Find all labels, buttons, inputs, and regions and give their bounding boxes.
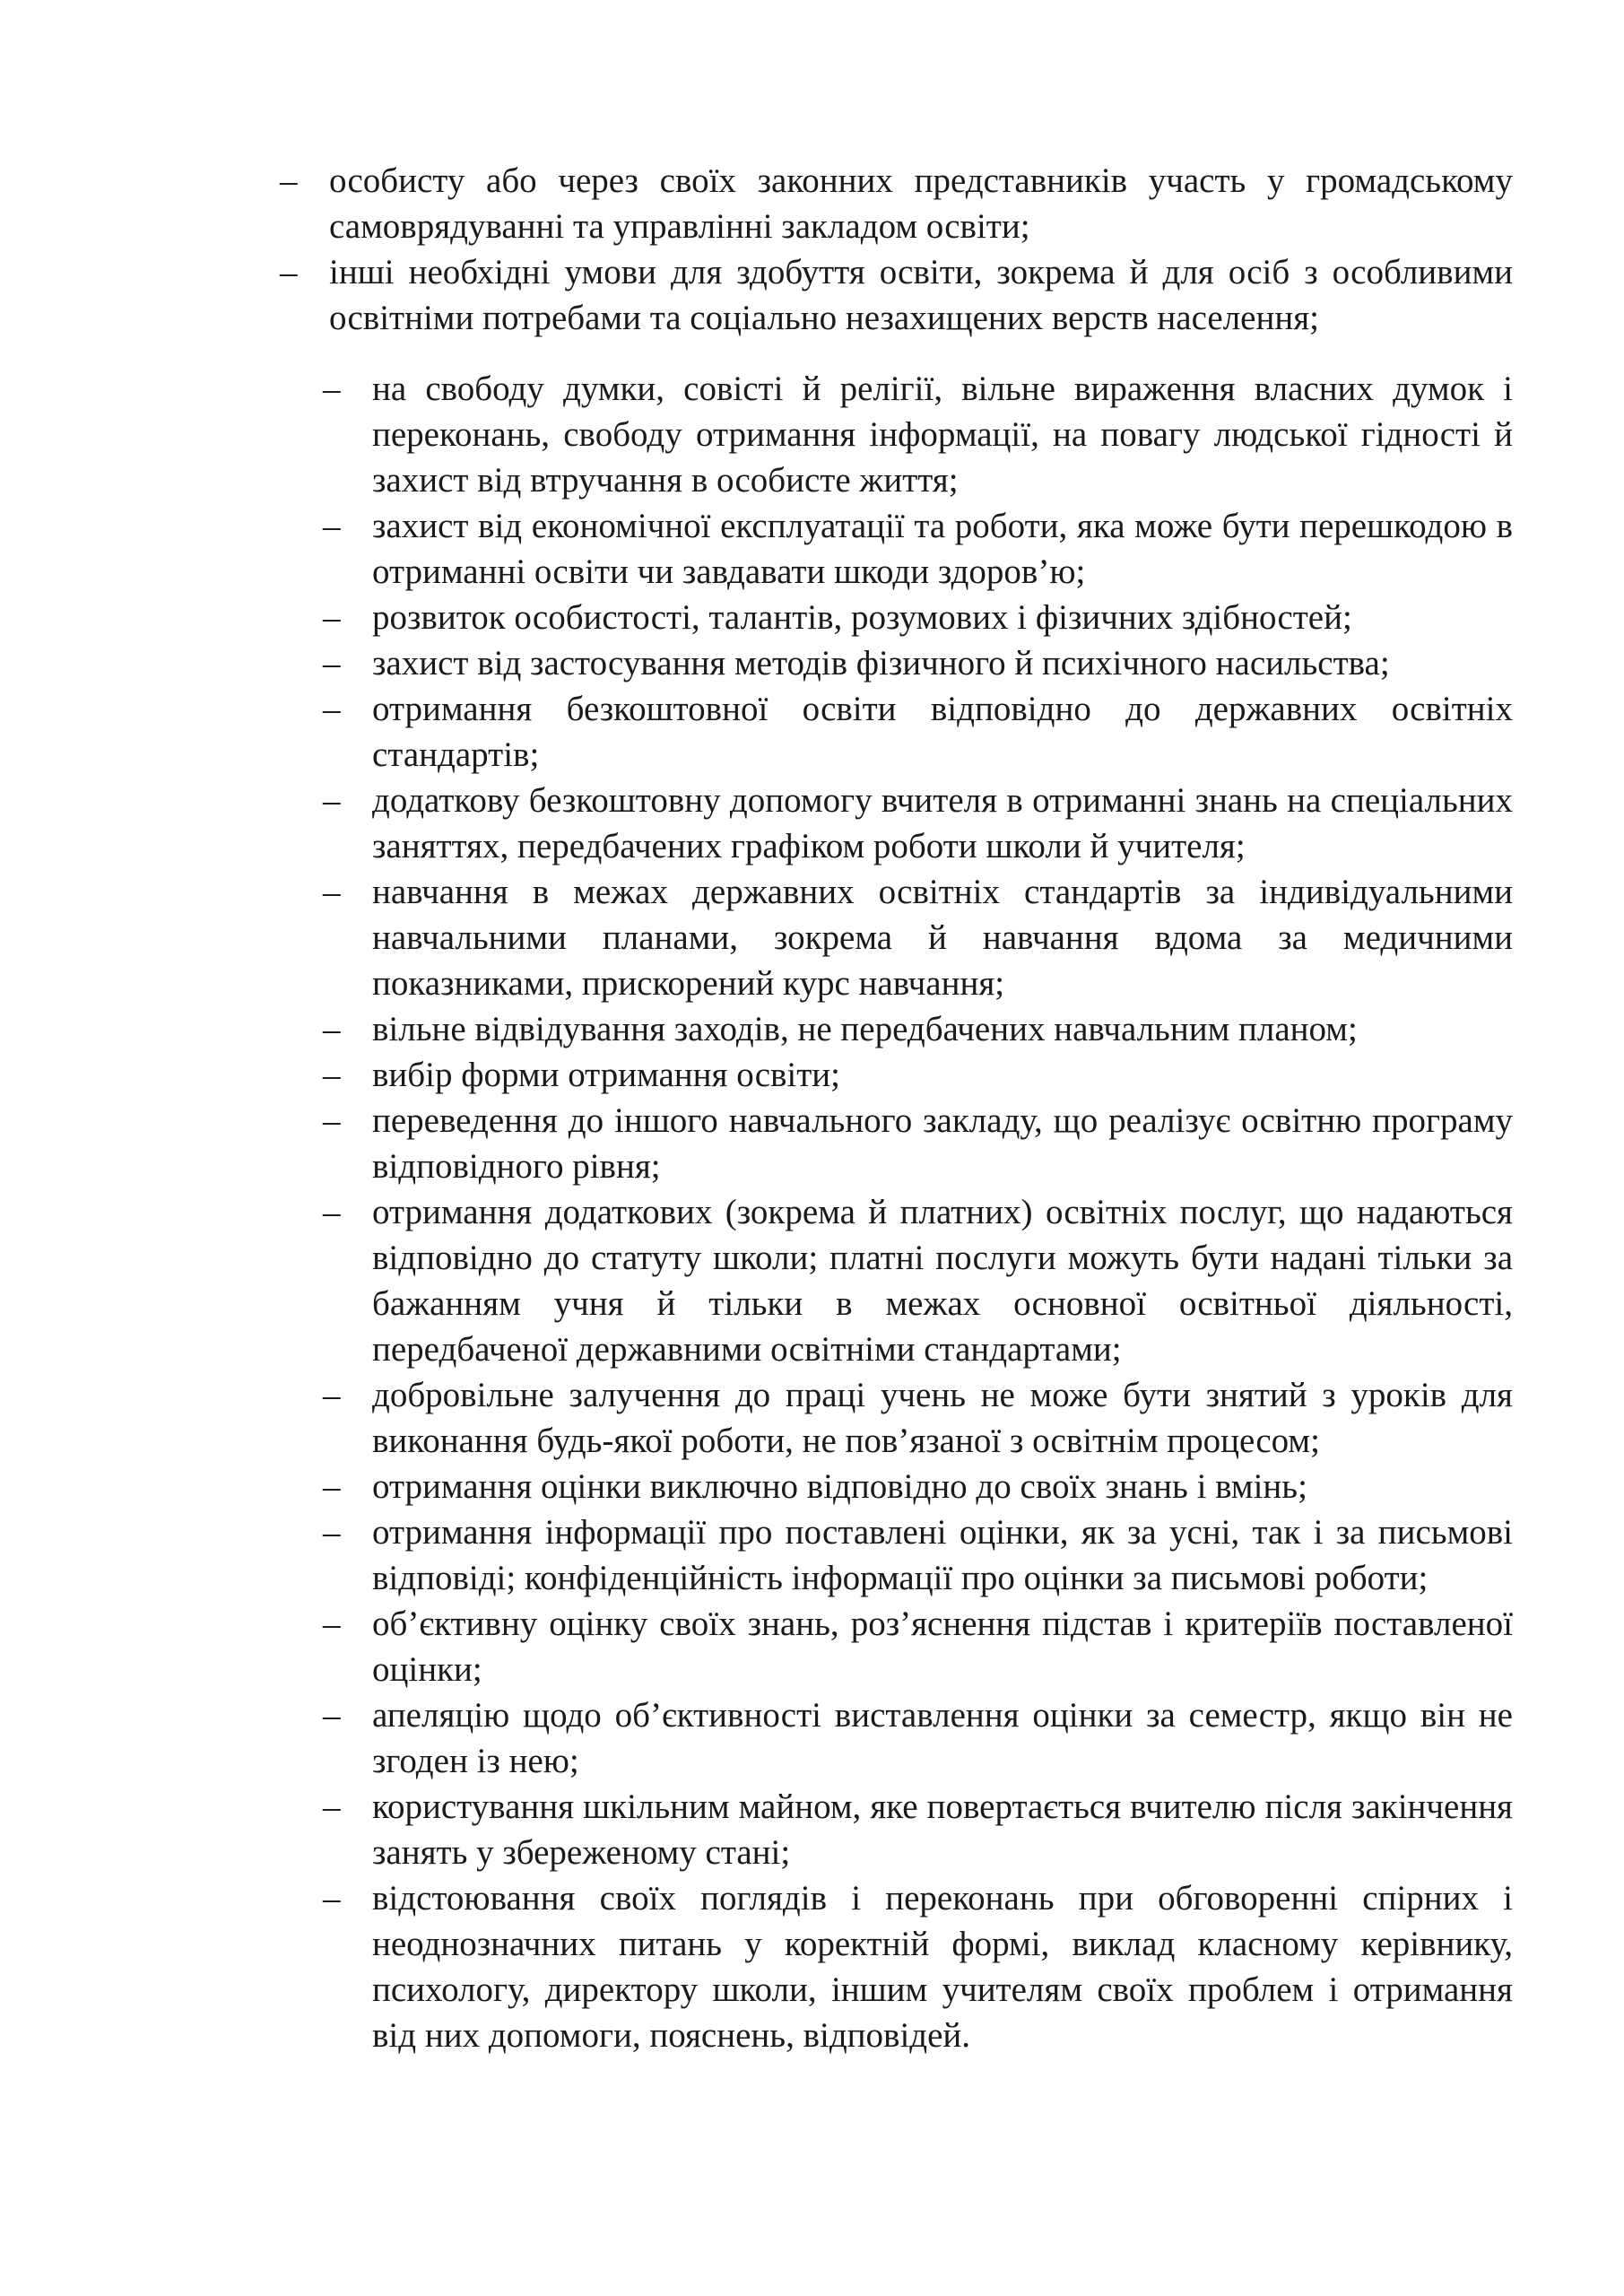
dash-bullet: – [323, 1879, 341, 1918]
list-item-text: захист від економічної експлуатації та роботи, яка може бути перешкодою в отриманні освіти чи завдавати шкоди здоров’ю; [372, 507, 1513, 591]
dash-bullet: – [323, 1376, 341, 1414]
list-item-text: вільне відвідування заходів, не передбачених навчальним планом; [372, 1010, 1358, 1048]
list-item-text: користування шкільним майном, яке повертається вчителю після закінчення занять у збереженому стані; [372, 1787, 1513, 1872]
list-item [323, 503, 1513, 595]
list-item [323, 595, 1513, 640]
dash-bullet: – [323, 1605, 341, 1643]
list-item [280, 249, 1513, 341]
list-item [323, 1509, 1513, 1601]
dash-bullet: – [323, 781, 341, 820]
dash-bullet: – [323, 690, 341, 728]
dash-bullet: – [323, 370, 341, 408]
dash-bullet: – [323, 598, 341, 637]
list-item [323, 1875, 1513, 2058]
dash-bullet: – [323, 1056, 341, 1094]
list-item [323, 1098, 1513, 1189]
list-item [280, 158, 1513, 249]
list-item-text: отримання оцінки виключно відповідно до своїх знань і вмінь; [372, 1467, 1307, 1506]
list-item [323, 1692, 1513, 1784]
dash-bullet: – [323, 1787, 341, 1826]
list-item-text: переведення до іншого навчального закладу, що реалізує освітню програму відповідного рівня; [372, 1101, 1513, 1186]
dash-bullet: – [323, 1467, 341, 1506]
dash-bullet: – [280, 161, 298, 200]
list-item-text: на свободу думки, совісті й релігії, вільне вираження власних думок і переконань, свободу отримання інформації, на повагу людської гідності й захист від втручання в особисте життя; [372, 370, 1513, 500]
list-item-text: отримання безкоштовної освіти відповідно до державних освітніх стандартів; [372, 690, 1513, 774]
dash-bullet: – [280, 253, 298, 291]
dash-bullet: – [323, 1696, 341, 1735]
dash-bullet: – [323, 644, 341, 683]
list-item-text: об’єктивну оцінку своїх знань, роз’яснення підстав і критеріїв поставленої оцінки; [372, 1605, 1513, 1689]
list-item-text: додаткову безкоштовну допомогу вчителя в отриманні знань на спеціальних заняттях, передбачених графіком роботи школи й учителя; [372, 781, 1513, 865]
list-item-text: вибір форми отримання освіти; [372, 1056, 841, 1094]
list-item-text: відстоювання своїх поглядів і переконань при обговоренні спірних і неоднозначних питань у коректній формі, виклад класному керівнику, психологу, директору школи, іншим учителям своїх проблем і отримання від них допомоги, пояснень, відповідей. [372, 1879, 1513, 2055]
list-item [323, 1189, 1513, 1372]
dash-bullet: – [323, 1010, 341, 1048]
dash-bullet: – [323, 1101, 341, 1140]
list-item [323, 869, 1513, 1006]
list-item [323, 1464, 1513, 1509]
list-item-text: захист від застосування методів фізичного й психічного насильства; [372, 644, 1390, 683]
list-item-text: отримання інформації про поставлені оцінки, як за усні, так і за письмові відповіді; конфіденційність інформації про оцінки за письмові роботи; [372, 1513, 1513, 1597]
list-item [323, 1052, 1513, 1098]
list-item [323, 1006, 1513, 1052]
list-item [323, 1601, 1513, 1692]
dash-bullet: – [323, 1193, 341, 1231]
list-item-text: добровільне залучення до праці учень не може бути знятий з уроків для виконання будь-якої роботи, не пов’язаної з освітнім процесом; [372, 1376, 1513, 1460]
list-item-text: інші необхідні умови для здобуття освіти, зокрема й для осіб з особливими освітніми потребами та соціально незахищених верств населення; [329, 253, 1513, 337]
list-item [323, 1784, 1513, 1875]
list-item-text: особисту або через своїх законних представників участь у громадському самоврядуванні та управлінні закладом освіти; [329, 161, 1513, 246]
dash-bullet: – [323, 873, 341, 911]
dash-bullet: – [323, 507, 341, 545]
list-item [323, 366, 1513, 503]
dash-bullet: – [323, 1513, 341, 1552]
list-item-text: отримання додаткових (зокрема й платних) освітніх послуг, що надаються відповідно до статуту школи; платні послуги можуть бути надані тільки за бажанням учня й тільки в межах основної освітньої діяльності, передбаченої державними освітніми стандартами; [372, 1193, 1513, 1369]
list-item [323, 640, 1513, 686]
list-item-text: розвиток особистості, талантів, розумових і фізичних здібностей; [372, 598, 1352, 637]
list-item-text: навчання в межах державних освітніх стандартів за індивідуальними навчальними планами, зокрема й навчання вдома за медичними показниками, прискорений курс навчання; [372, 873, 1513, 1003]
rights-list-sub [323, 366, 1513, 2058]
list-item [323, 778, 1513, 869]
rights-list-top [280, 158, 1513, 341]
list-item-text: апеляцію щодо об’єктивності виставлення оцінки за семестр, якщо він не згоден із нею; [372, 1696, 1513, 1780]
list-item [323, 1372, 1513, 1464]
list-item [323, 686, 1513, 778]
